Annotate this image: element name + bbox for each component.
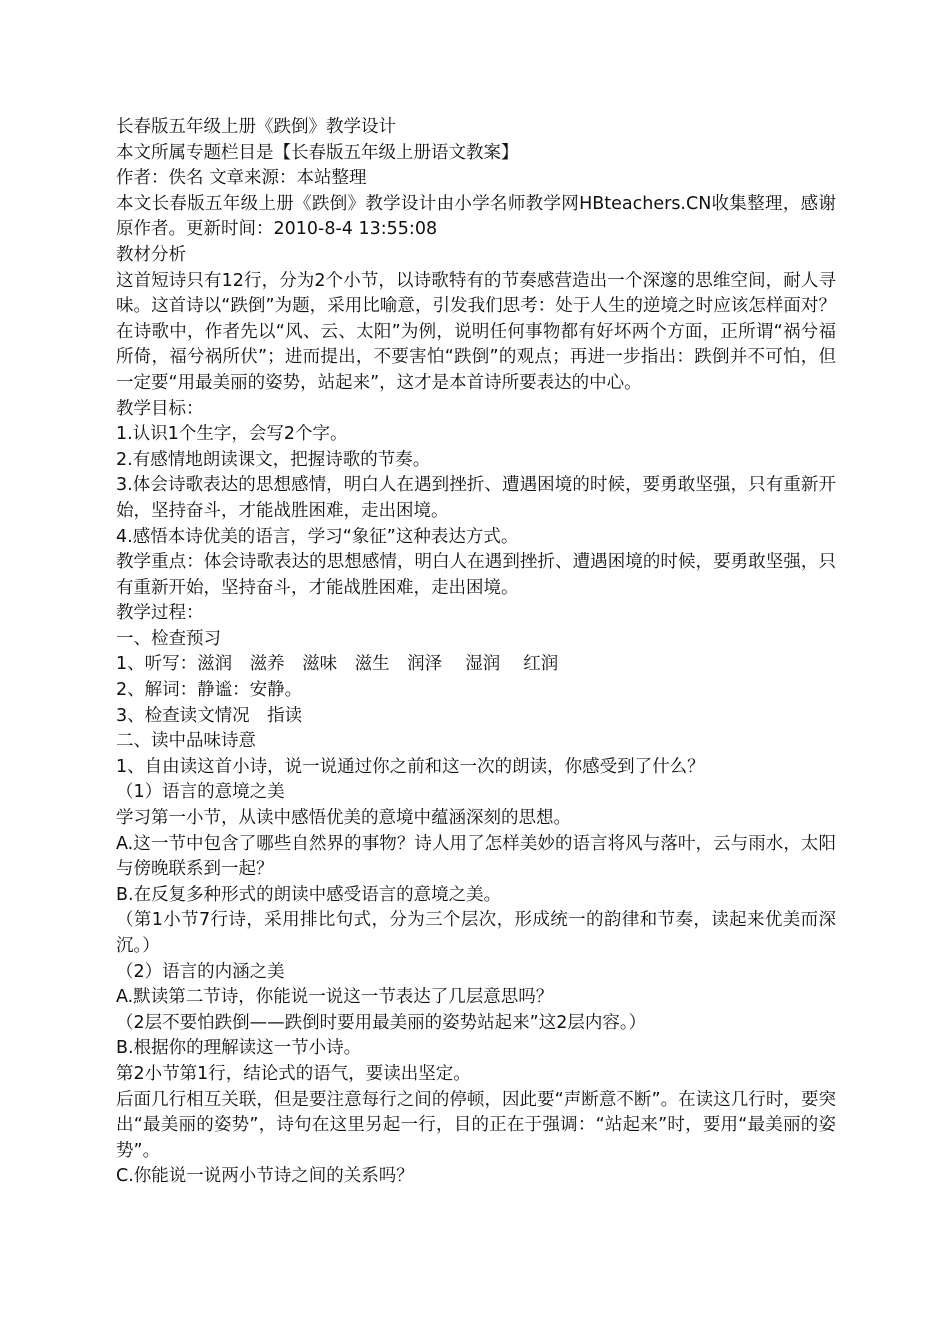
subsection-label: （2）语言的内涵之美 <box>116 961 285 982</box>
process-item: 第2小节第1行，结论式的语气，要读出坚定。 <box>116 1063 471 1084</box>
subsection-label: （1）语言的意境之美 <box>116 782 285 803</box>
process-item: B.在反复多种形式的朗读中感受语言的意境之美。 <box>116 884 502 905</box>
document-body <box>116 115 836 1190</box>
process-item: A.默读第二节诗，你能说一说这一节表达了几层意思吗？ <box>116 987 554 1008</box>
doc-title: 长春版五年级上册《跌倒》教学设计 <box>116 117 396 137</box>
process-item: C.你能说一说两小节诗之间的关系吗？ <box>116 1166 414 1187</box>
goal-item: 1.认识1个生字，会写2个字。 <box>116 424 348 445</box>
column-info: 本文所属专题栏目是【长春版五年级上册语文教案】 <box>116 142 519 163</box>
process-note: （第1小节7行诗，采用排比句式，分为三个层次，形成统一的韵律和节奏，读起来优美而深沉。） <box>116 910 836 956</box>
author-source: 作者：佚名 文章来源：本站整理 <box>116 168 367 189</box>
process-item: 后面几行相互关联，但是要注意每行之间的停顿，因此要“声断意不断”。在读这几行时，要突出“最美丽的姿势”，诗句在这里另起一行，目的正在于强调：“站起来”时，要用“最美丽的姿势”。 <box>116 1089 836 1161</box>
goal-item: 3.体会诗歌表达的思想感情，明白人在遇到挫折、遭遇困境的时候，要勇敢坚强，只有重新开始，坚持奋斗，才能战胜困难，走出困境。 <box>116 475 836 521</box>
key-point-paragraph: 教学重点：体会诗歌表达的思想感情，明白人在遇到挫折、遭遇困境的时候，要勇敢坚强，只有重新开始，坚持奋斗，才能战胜困难，走出困境。 <box>116 552 836 598</box>
process-item: 1、听写：滋润 滋养 滋味 滋生 润泽 湿润 红润 <box>116 654 559 675</box>
collection-note: 本文长春版五年级上册《跌倒》教学设计由小学名师教学网HBteachers.CN收集整理，感谢原作者。更新时间：2010-8-4 13:55:08 <box>116 193 836 240</box>
process-item: 2、解词：静谧：安静。 <box>116 680 303 701</box>
process-item: 3、检查读文情况 指读 <box>116 705 303 726</box>
section-heading-process: 教学过程： <box>116 603 204 624</box>
process-item: 学习第一小节，从读中感悟优美的意境中蕴涵深刻的思想。 <box>116 808 571 829</box>
subheading-reading: 二、读中品味诗意 <box>116 731 256 752</box>
goal-item: 2.有感情地朗读课文，把握诗歌的节奏。 <box>116 449 431 470</box>
analysis-paragraph: 这首短诗只有12行，分为2个小节，以诗歌特有的节奏感营造出一个深邃的思维空间，耐人寻味。这首诗以“跌倒”为题，采用比喻意，引发我们思考：处于人生的逆境之时应该怎样面对？在诗歌中，作者先以“风、云、太阳”为例，说明任何事物都有好坏两个方面，正所谓“祸兮福所倚，福兮祸所伏”；进而提出，不要害怕“跌倒”的观点；再进一步指出：跌倒并不可怕，但一定要“用最美丽的姿势，站起来”，这才是本首诗所要表达的中心。 <box>116 270 836 393</box>
process-item: B.根据你的理解读这一节小诗。 <box>116 1038 362 1059</box>
subheading-preview: 一、检查预习 <box>116 628 221 649</box>
section-heading-analysis: 教材分析 <box>116 244 186 265</box>
goal-item: 4.感悟本诗优美的语言，学习“象征”这种表达方式。 <box>116 526 519 547</box>
process-note: （2层不要怕跌倒——跌倒时要用最美丽的姿势站起来”这2层内容。） <box>116 1012 647 1033</box>
section-heading-goals: 教学目标： <box>116 398 204 419</box>
process-item: A.这一节中包含了哪些自然界的事物？诗人用了怎样美妙的语言将风与落叶，云与雨水，太阳与傍晚联系到一起？ <box>116 833 836 880</box>
process-item: 1、自由读这首小诗，说一说通过你之前和这一次的朗读，你感受到了什么？ <box>116 756 705 777</box>
